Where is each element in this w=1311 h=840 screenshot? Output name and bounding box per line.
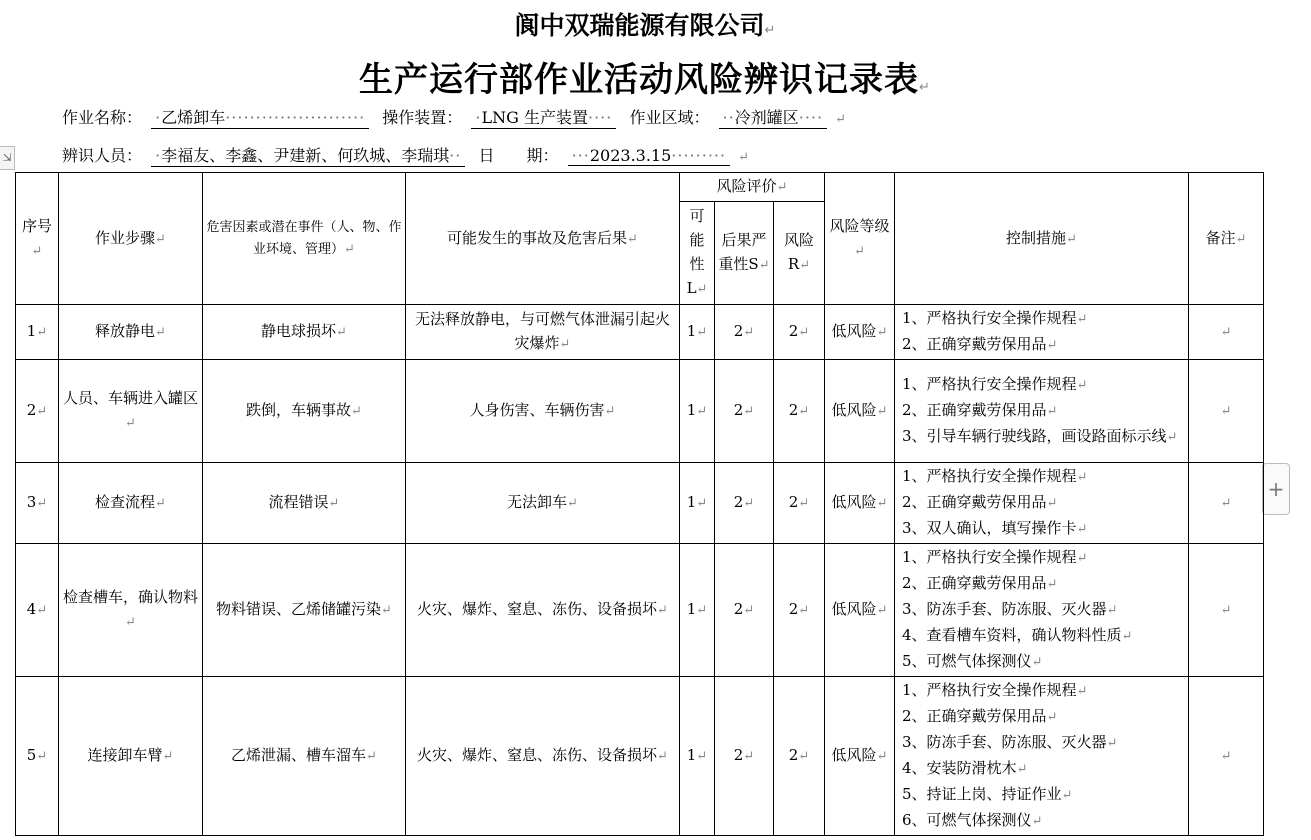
cell-risk-level[interactable]: 低风险↵ <box>825 677 895 836</box>
header-risk-level: 风险等级↵ <box>825 173 895 305</box>
cell-no[interactable]: 1↵ <box>16 305 59 360</box>
measure-item: 1、严格执行安全操作规程↵ <box>902 681 1088 699</box>
measure-item: 3、防冻手套、防冻服、灭火器↵ <box>902 600 1118 618</box>
cell-control[interactable] <box>895 677 1189 836</box>
cell-risk-r[interactable]: 2↵ <box>774 305 825 360</box>
cell-control[interactable] <box>895 544 1189 677</box>
cell-severity[interactable]: 2↵ <box>715 544 774 677</box>
cell-remark[interactable]: ↵ <box>1189 544 1264 677</box>
header-risk-eval: 风险评价↵ <box>680 173 825 202</box>
cell-risk-r[interactable]: 2↵ <box>774 544 825 677</box>
cell-remark[interactable]: ↵ <box>1189 305 1264 360</box>
header-step: 作业步骤↵ <box>59 173 203 305</box>
cell-hazard[interactable]: 跌倒，车辆事故↵ <box>203 360 406 463</box>
cell-consequence[interactable]: 火灾、爆炸、窒息、冻伤、设备损坏↵ <box>406 544 680 677</box>
cell-hazard[interactable]: 物料错误、乙烯储罐污染↵ <box>203 544 406 677</box>
measure-item: 6、可燃气体探测仪↵ <box>902 811 1043 829</box>
measure-item: 4、安装防滑枕木↵ <box>902 759 1028 777</box>
measure-item: 3、引导车辆行驶线路，画设路面标示线↵ <box>902 427 1178 445</box>
cell-step[interactable]: 人员、车辆进入罐区↵ <box>59 360 203 463</box>
cell-severity[interactable]: 2↵ <box>715 305 774 360</box>
cell-risk-level[interactable]: 低风险↵ <box>825 360 895 463</box>
cell-severity[interactable]: 2↵ <box>715 463 774 544</box>
table-row <box>16 360 1264 463</box>
cell-risk-r[interactable]: 2↵ <box>774 360 825 463</box>
measure-item: 4、查看槽车资料，确认物料性质↵ <box>902 626 1133 644</box>
cell-step[interactable]: 连接卸车臂↵ <box>59 677 203 836</box>
cell-risk-r[interactable]: 2↵ <box>774 677 825 836</box>
cell-no[interactable]: 5↵ <box>16 677 59 836</box>
measure-item: 2、正确穿戴劳保用品↵ <box>902 335 1058 353</box>
header-severity: 后果严重性S↵ <box>715 202 774 305</box>
cell-likelihood[interactable]: 1↵ <box>680 360 715 463</box>
people-value[interactable]: ·李福友、李鑫、尹建新、何玖城、李瑞琪·· <box>151 143 465 167</box>
cell-no[interactable]: 3↵ <box>16 463 59 544</box>
header-risk-r: 风险R↵ <box>774 202 825 305</box>
cell-risk-level[interactable]: 低风险↵ <box>825 544 895 677</box>
header-likelihood: 可能性L↵ <box>680 202 715 305</box>
device-value[interactable]: ·LNG 生产装置···· <box>471 105 616 129</box>
job-name-label: 作业名称： <box>62 108 143 127</box>
table-row <box>16 677 1264 836</box>
date-value[interactable]: ···2023.3.15········· <box>568 146 730 166</box>
cell-likelihood[interactable]: 1↵ <box>680 677 715 836</box>
cell-remark[interactable]: ↵ <box>1189 360 1264 463</box>
cell-risk-level[interactable]: 低风险↵ <box>825 305 895 360</box>
table-row <box>16 305 1264 360</box>
cell-severity[interactable]: 2↵ <box>715 360 774 463</box>
cell-consequence[interactable]: 人身伤害、车辆伤害↵ <box>406 360 680 463</box>
cell-likelihood[interactable]: 1↵ <box>680 544 715 677</box>
cell-consequence[interactable]: 无法释放静电，与可燃气体泄漏引起火灾爆炸↵ <box>406 305 680 360</box>
header-remark: 备注↵ <box>1189 173 1264 305</box>
measure-item: 2、正确穿戴劳保用品↵ <box>902 493 1058 511</box>
date-label: 日 期： <box>478 146 559 165</box>
cell-no[interactable]: 4↵ <box>16 544 59 677</box>
cell-hazard[interactable]: 流程错误↵ <box>203 463 406 544</box>
header-control: 控制措施↵ <box>895 173 1189 305</box>
info-line-job: 作业名称： ·乙烯卸车······················· 操作装置： ·LNG 生产装置···· 作业区域： ··冷剂罐区···· ↵ <box>62 105 846 129</box>
measure-item: 5、持证上岗、持证作业↵ <box>902 785 1073 803</box>
measure-item: 1、严格执行安全操作规程↵ <box>902 548 1088 566</box>
table-row <box>16 463 1264 544</box>
move-handle-icon[interactable]: ⇲ <box>0 146 15 170</box>
cell-step[interactable]: 检查槽车，确认物料↵ <box>59 544 203 677</box>
cell-step[interactable]: 检查流程↵ <box>59 463 203 544</box>
add-row-icon[interactable]: + <box>1262 463 1290 515</box>
table-row <box>16 544 1264 677</box>
cell-control[interactable] <box>895 360 1189 463</box>
measure-item: 3、防冻手套、防冻服、灭火器↵ <box>902 733 1118 751</box>
company-name: 阆中双瑞能源有限公司↵ <box>514 11 776 40</box>
info-line-people: 辨识人员： ·李福友、李鑫、尹建新、何玖城、李瑞琪·· 日 期： ···2023.3.15········· ↵ <box>62 143 749 167</box>
job-name-value[interactable]: ·乙烯卸车······················· <box>151 105 369 129</box>
cell-remark[interactable]: ↵ <box>1189 677 1264 836</box>
measure-item: 2、正确穿戴劳保用品↵ <box>902 707 1058 725</box>
cell-consequence[interactable]: 无法卸车↵ <box>406 463 680 544</box>
device-label: 操作装置： <box>382 108 463 127</box>
measure-item: 2、正确穿戴劳保用品↵ <box>902 401 1058 419</box>
risk-table <box>15 172 1264 836</box>
cell-hazard[interactable]: 乙烯泄漏、槽车溜车↵ <box>203 677 406 836</box>
cell-control[interactable] <box>895 305 1189 360</box>
cell-likelihood[interactable]: 1↵ <box>680 463 715 544</box>
document-title: 生产运行部作业活动风险辨识记录表↵ <box>359 60 931 100</box>
cell-step[interactable]: 释放静电↵ <box>59 305 203 360</box>
header-hazard: 危害因素或潜在事件（人、物、作业环境、管理）↵ <box>203 173 406 305</box>
header-no: 序号↵ <box>16 173 59 305</box>
measure-item: 1、严格执行安全操作规程↵ <box>902 309 1088 327</box>
measure-item: 2、正确穿戴劳保用品↵ <box>902 574 1058 592</box>
cell-risk-r[interactable]: 2↵ <box>774 463 825 544</box>
cell-remark[interactable]: ↵ <box>1189 463 1264 544</box>
measure-item: 1、严格执行安全操作规程↵ <box>902 375 1088 393</box>
cell-control[interactable] <box>895 463 1189 544</box>
header-consequence: 可能发生的事故及危害后果↵ <box>406 173 680 305</box>
cell-severity[interactable]: 2↵ <box>715 677 774 836</box>
people-label: 辨识人员： <box>62 146 143 165</box>
measure-item: 1、严格执行安全操作规程↵ <box>902 467 1088 485</box>
area-label: 作业区域： <box>629 108 710 127</box>
cell-hazard[interactable]: 静电球损坏↵ <box>203 305 406 360</box>
cell-consequence[interactable]: 火灾、爆炸、窒息、冻伤、设备损坏↵ <box>406 677 680 836</box>
cell-likelihood[interactable]: 1↵ <box>680 305 715 360</box>
cell-no[interactable]: 2↵ <box>16 360 59 463</box>
area-value[interactable]: ··冷剂罐区···· <box>719 105 828 129</box>
measure-item: 5、可燃气体探测仪↵ <box>902 652 1043 670</box>
measure-item: 3、双人确认，填写操作卡↵ <box>902 519 1088 537</box>
cell-risk-level[interactable]: 低风险↵ <box>825 463 895 544</box>
